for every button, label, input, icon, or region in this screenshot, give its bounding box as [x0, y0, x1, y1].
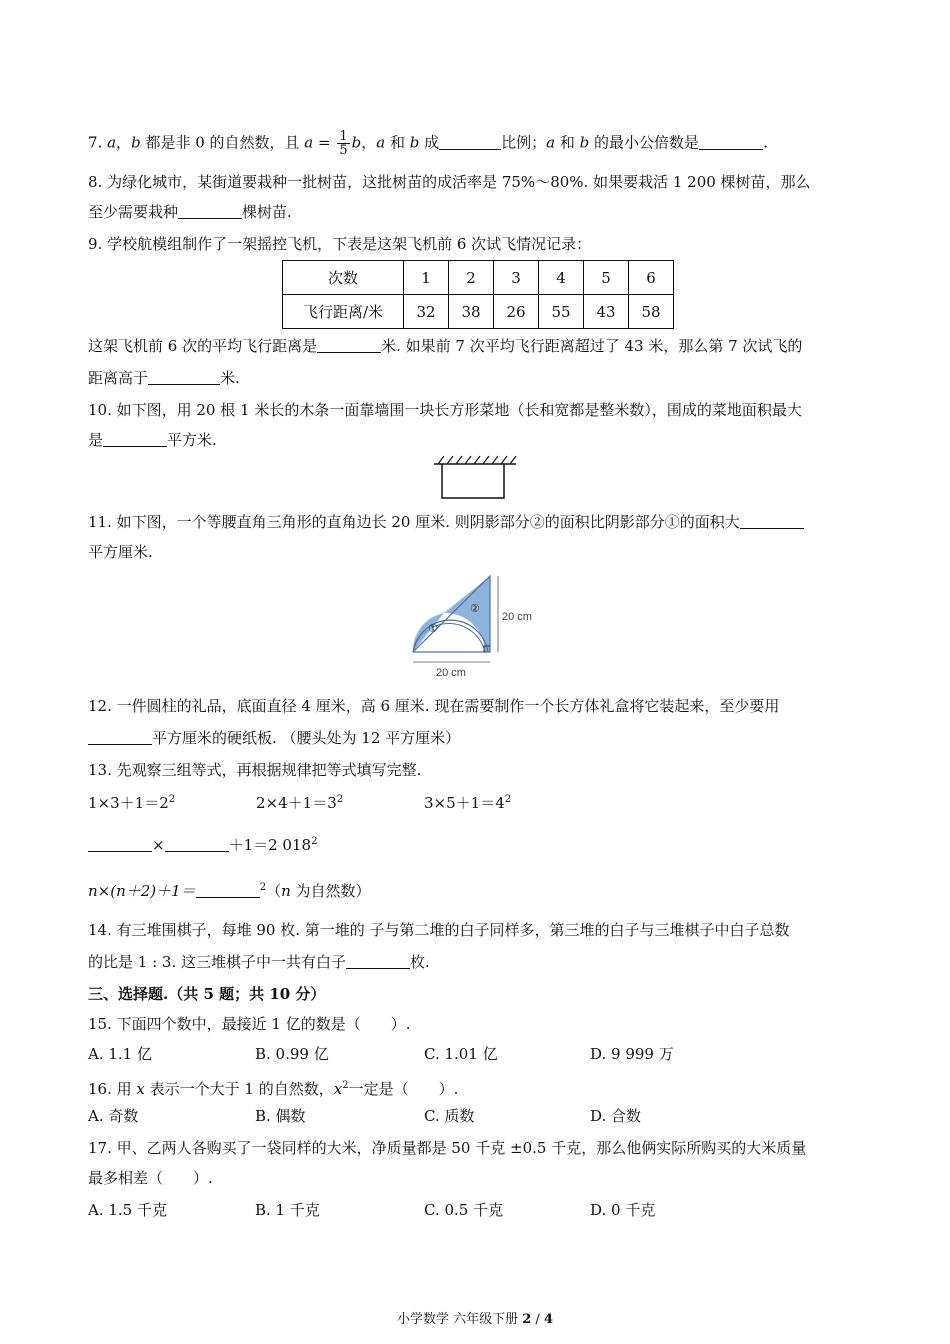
flight-record-table — [282, 260, 674, 329]
q17-option-a[interactable]: A. 1.5 千克 — [88, 1201, 167, 1219]
q13-fill-line: × ＋1＝2 $018^2$ — [88, 832, 317, 855]
table-cell: 4 — [539, 261, 584, 295]
base-length-label: 20 cm — [436, 667, 466, 679]
table-cell: 38 — [449, 295, 494, 329]
q13-line1: 13. 先观察三组等式，再根据规律把等式填写完整. — [88, 761, 422, 779]
page-footer: 小学数学 六年级下册 2 / 4 — [396, 1312, 553, 1327]
q13-n-line: n×(n＋2)＋1＝ $^2$（n 为自然数） — [88, 882, 371, 900]
triangle-semicircle-figure — [404, 568, 552, 686]
side-length-label: 20 cm — [502, 611, 532, 623]
answer-blank[interactable] — [196, 882, 260, 898]
q15-option-b[interactable]: B. 0.99 亿 — [255, 1045, 329, 1063]
table-row — [283, 295, 674, 329]
q17-line2: 最多相差（ ）. — [88, 1169, 213, 1187]
q13-eq1: $1\times 3+1=2^2$ — [88, 794, 176, 812]
table-cell: 32 — [404, 295, 449, 329]
q11-line1: 11. 如下图，一个等腰直角三角形的直角边长 20 厘米. 则阴影部分②的面积比阴影部分①的面积大 — [88, 512, 804, 532]
table-cell: 58 — [629, 295, 674, 329]
q16-stem: 16. 用 x 表示一个大于 1 的自然数，$x^2$一定是（ ）. — [88, 1080, 459, 1098]
section-heading: 三、选择题.（共 5 题；共 10 分） — [88, 985, 326, 1003]
answer-blank[interactable] — [178, 203, 242, 219]
answer-blank[interactable] — [165, 836, 229, 852]
table-cell: 次数 — [283, 261, 404, 295]
answer-blank[interactable] — [346, 953, 410, 969]
q17-option-d[interactable]: D. 0 千克 — [590, 1201, 656, 1219]
q9-line2: 距离高于 米. — [88, 369, 240, 387]
q15-option-a[interactable]: A. 1.1 亿 — [88, 1045, 152, 1063]
q17-line1: 17. 甲、乙两人各购买了一袋同样的大米，净质量都是 50 千克 ±0.5 千克，那么他俩实际所购买的大米质量 — [88, 1139, 807, 1157]
q17-option-b[interactable]: B. 1 千克 — [255, 1201, 320, 1219]
table-header-row — [283, 261, 674, 295]
table-cell: 1 — [404, 261, 449, 295]
table-cell: 26 — [494, 295, 539, 329]
q16-option-a[interactable]: A. 奇数 — [88, 1107, 139, 1125]
table-cell: 43 — [584, 295, 629, 329]
answer-blank[interactable] — [148, 369, 220, 385]
q15-stem: 15. 下面四个数中，最接近 1 亿的数是（ ）. — [88, 1015, 411, 1033]
answer-blank[interactable] — [103, 431, 167, 447]
table-cell: 6 — [629, 261, 674, 295]
region-label-2: ② — [470, 602, 480, 615]
q14-line1: 14. 有三堆围棋子，每堆 90 枚. 第一堆的 子与第二堆的白子同样多，第三堆的白子与三堆棋子中白子总数 — [88, 921, 790, 939]
q12-line2: 平方厘米的硬纸板. （腰头处为 12 平方厘米） — [88, 728, 460, 748]
q13-eq3: $3\times 5+1=4^2$ — [424, 794, 512, 812]
answer-blank[interactable] — [740, 513, 804, 529]
answer-blank[interactable] — [88, 729, 152, 745]
q16-option-b[interactable]: B. 偶数 — [255, 1107, 306, 1125]
region-label-1: ① — [428, 622, 438, 635]
q9-intro: 9. 学校航模组制作了一架摇控飞机，下表是这架飞机前 6 次试飞情况记录： — [88, 235, 592, 253]
q15-option-d[interactable]: D. 9 999 万 — [590, 1045, 674, 1063]
q8-line1: 8. 为绿化城市，某街道要栽种一批树苗，这批树苗的成活率是 75%～80%. 如果要栽活 1 200 棵树苗，那么 — [88, 173, 811, 191]
q10-line1: 10. 如下图，用 20 根 1 米长的木条一面靠墙围一块长方形菜地（长和宽都是整米数），围成的菜地面积最大 — [88, 401, 802, 419]
q13-eq2: $2\times 4+1=3^2$ — [256, 794, 344, 812]
q17-option-c[interactable]: C. 0.5 千克 — [424, 1201, 504, 1219]
q9-line1: 这架飞机前 6 次的平均飞行距离是 米. 如果前 7 次平均飞行距离超过了 43 米，那么第 7 次试飞的 — [88, 337, 803, 355]
table-cell: 2 — [449, 261, 494, 295]
q16-option-c[interactable]: C. 质数 — [424, 1107, 475, 1125]
answer-blank[interactable] — [439, 134, 501, 150]
q16-option-d[interactable]: D. 合数 — [590, 1107, 642, 1125]
fraction-one-fifth: $\frac{1}{5}$ — [339, 129, 348, 158]
answer-blank[interactable] — [88, 836, 152, 852]
table-cell: 5 — [584, 261, 629, 295]
table-cell: 55 — [539, 295, 584, 329]
answer-blank[interactable] — [699, 134, 763, 150]
q7-line: 7. a，b 都是非 0 的自然数，且 a = $\frac{1}{5}$ b，a 和 b 成 比例；a 和 b 的最小公倍数是 . — [88, 129, 768, 158]
wall-garden-figure — [430, 452, 520, 504]
q10-line2: 是 平方米. — [88, 431, 217, 449]
q14-line2: 的比是 1 : 3. 这三堆棋子中一共有白子 枚. — [88, 953, 430, 971]
answer-blank[interactable] — [317, 337, 381, 353]
table-cell: 飞行距离/米 — [283, 295, 404, 329]
q12-line1: 12. 一件圆柱的礼品，底面直径 4 厘米，高 6 厘米. 现在需要制作一个长方体礼盒将它装起来，至少要用 — [88, 697, 780, 715]
q15-option-c[interactable]: C. 1.01 亿 — [424, 1045, 498, 1063]
q8-line2: 至少需要栽种 棵树苗. — [88, 203, 292, 221]
q11-line2: 平方厘米. — [88, 543, 153, 561]
table-cell: 3 — [494, 261, 539, 295]
